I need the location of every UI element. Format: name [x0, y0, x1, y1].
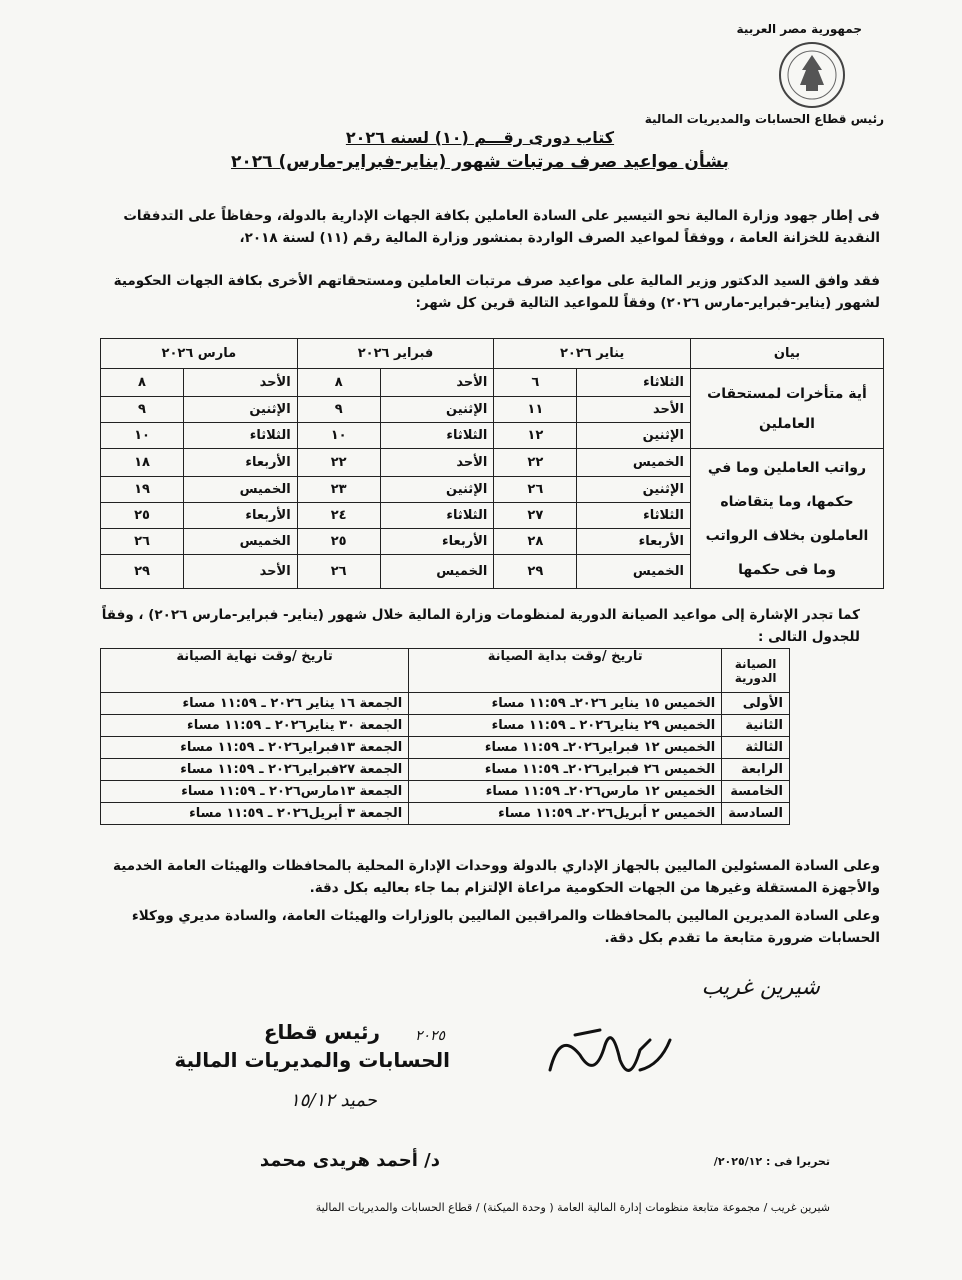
- jan-date: ٦: [494, 369, 577, 397]
- maintenance-start: الخميس ١٢ مارس٢٠٢٦ـ ١١:٥٩ مساء: [409, 781, 722, 803]
- mar-day: الأحد: [184, 369, 298, 397]
- maintenance-start: الخميس ١٥ يناير ٢٠٢٦ـ ١١:٥٩ مساء: [409, 693, 722, 715]
- maintenance-ordinal: الثانية: [722, 715, 790, 737]
- mar-date: ٩: [101, 397, 184, 423]
- feb-date: ١٠: [297, 423, 380, 449]
- jan-date: ٢٢: [494, 449, 577, 477]
- feb-day: الإثنين: [380, 477, 494, 503]
- feb-date: ٨: [297, 369, 380, 397]
- mar-day: الإثنين: [184, 397, 298, 423]
- col-header-february: فبراير ٢٠٢٦: [297, 339, 494, 369]
- jan-day: الثلاثاء: [577, 503, 691, 529]
- col-header-end: تاريخ /وقت نهاية الصيانة: [101, 649, 409, 693]
- handwritten-note: شيرين غريب: [701, 975, 820, 1000]
- instructions-paragraph-1: وعلى السادة المسئولين الماليين بالجهاز الإداري بالدولة ووحدات الإدارة المحلية بالمحافظات والهيئات العامة الخدمية والأجهزة المستقلة وغيرها من الجهات الحكومية مراعاة الإلتزام بما جاء بعاليه بكل دقة.: [113, 858, 880, 896]
- jan-date: ١١: [494, 397, 577, 423]
- feb-date: ٢٤: [297, 503, 380, 529]
- issue-date: تحريرا فى : ٢٠٢٥/١٢/: [713, 1155, 830, 1168]
- mar-date: ٢٩: [101, 555, 184, 589]
- mar-date: ٢٥: [101, 503, 184, 529]
- approval-paragraph: فقد وافق السيد الدكتور وزير المالية على مواعيد صرف مرتبات العاملين ومستحقاتهم الأخرى بكافة الجهات الحكومية لشهور (يناير-فبراير-مارس ٢٠٢٦) وفقاً للمواعيد التالية قرين كل شهر:: [113, 273, 880, 311]
- col-header-march: مارس ٢٠٢٦: [101, 339, 298, 369]
- jan-day: الإثنين: [577, 477, 691, 503]
- republic-header: جمهورية مصر العربية: [736, 22, 862, 36]
- mar-day: الخميس: [184, 529, 298, 555]
- maintenance-ordinal: الخامسة: [722, 781, 790, 803]
- mar-date: ٢٦: [101, 529, 184, 555]
- jan-day: الخميس: [577, 555, 691, 589]
- jan-day: الخميس: [577, 449, 691, 477]
- col-header-statement: بيان: [691, 339, 884, 369]
- maintenance-start: الخميس ٢٦ فبراير٢٠٢٦ـ ١١:٥٩ مساء: [409, 759, 722, 781]
- jan-day: الأحد: [577, 397, 691, 423]
- maintenance-ordinal: الرابعة: [722, 759, 790, 781]
- mar-day: الخميس: [184, 477, 298, 503]
- jan-day: الأربعاء: [577, 529, 691, 555]
- page-title: كتاب دورى رقـــم (١٠) لسنه ٢٠٢٦: [345, 128, 615, 147]
- jan-date: ٢٧: [494, 503, 577, 529]
- maintenance-ordinal: الأولى: [722, 693, 790, 715]
- mar-day: الأحد: [184, 555, 298, 589]
- maintenance-end: الجمعة ١٦ يناير ٢٠٢٦ ـ ١١:٥٩ مساء: [101, 693, 409, 715]
- ministry-seal-icon: [772, 40, 852, 110]
- feb-date: ٢٥: [297, 529, 380, 555]
- jan-date: ٢٩: [494, 555, 577, 589]
- handwritten-numbers: ٢٠٢٥: [415, 1028, 446, 1044]
- jan-day: الإثنين: [577, 423, 691, 449]
- intro-paragraph: فى إطار جهود وزارة المالية نحو التيسير على السادة العاملين بكافة الجهات الإدارية بالدولة، وحفاظاً على التدفقات النقدية للخزانة العامة ، ووفقاً لمواعيد الصرف الواردة بمنشور وزارة المالية رقم (١١) لسنة ٢٠١٨،: [123, 208, 880, 246]
- feb-day: الثلاثاء: [380, 503, 494, 529]
- page-subtitle: بشأن مواعيد صرف مرتبات شهور (يناير-فبراير-مارس) ٢٠٢٦: [231, 152, 729, 172]
- jan-date: ١٢: [494, 423, 577, 449]
- maintenance-schedule-table: [100, 648, 790, 825]
- feb-day: الأحد: [380, 369, 494, 397]
- feb-date: ٢٦: [297, 555, 380, 589]
- instructions-paragraph-2: وعلى السادة المديرين الماليين بالمحافظات والمراقبين الماليين بالوزارات والهيئات العامة، والسادة مديري ووكلاء الحسابات ضرورة متابعة ما تقدم بكل دقة.: [131, 908, 880, 946]
- feb-day: الأربعاء: [380, 529, 494, 555]
- mar-day: الأربعاء: [184, 503, 298, 529]
- maintenance-ordinal: الثالثة: [722, 737, 790, 759]
- mar-date: ١٠: [101, 423, 184, 449]
- jan-day: الثلاثاء: [577, 369, 691, 397]
- dept-head-header: رئيس قطاع الحسابات والمديريات المالية: [644, 112, 884, 126]
- arrears-label: أية متأخرات لمستحقات العاملين: [691, 369, 884, 449]
- feb-day: الخميس: [380, 555, 494, 589]
- signature-icon: [540, 1010, 680, 1095]
- mar-date: ١٨: [101, 449, 184, 477]
- jan-date: ٢٦: [494, 477, 577, 503]
- feb-day: الثلاثاء: [380, 423, 494, 449]
- maintenance-ordinal: السادسة: [722, 803, 790, 825]
- col-header-january: يناير ٢٠٢٦: [494, 339, 691, 369]
- footer-note: شيرين غريب / مجموعة متابعة منظومات إدارة المالية العامة ( وحدة الميكنة) / قطاع الحسابات والمديريات المالية: [315, 1201, 830, 1214]
- maintenance-paragraph: كما تجدر الإشارة إلى مواعيد الصيانة الدورية لمنظومات وزارة المالية خلال شهور (يناير- فبراير-مارس ٢٠٢٦) ، وفقاً للجدول التالى :: [101, 607, 860, 645]
- col-header-start: تاريخ /وقت بداية الصيانة: [409, 649, 722, 693]
- mar-day: الأربعاء: [184, 449, 298, 477]
- salary-schedule-table: [100, 338, 884, 589]
- maintenance-start: الخميس ١٢ فبراير٢٠٢٦ـ ١١:٥٩ مساء: [409, 737, 722, 759]
- feb-date: ٩: [297, 397, 380, 423]
- signatory-title-2: الحسابات والمديريات المالية: [174, 1048, 450, 1072]
- initials-scribble: حميد ١٥/١٢: [290, 1090, 377, 1111]
- feb-day: الأحد: [380, 449, 494, 477]
- mar-date: ٨: [101, 369, 184, 397]
- mar-day: الثلاثاء: [184, 423, 298, 449]
- maintenance-start: الخميس ٢٩ يناير٢٠٢٦ ـ ١١:٥٩ مساء: [409, 715, 722, 737]
- maintenance-end: الجمعة ١٣فبراير٢٠٢٦ ـ ١١:٥٩ مساء: [101, 737, 409, 759]
- feb-date: ٢٢: [297, 449, 380, 477]
- signatory-title-1: رئيس قطاع: [263, 1020, 380, 1044]
- mar-date: ١٩: [101, 477, 184, 503]
- col-header-maintenance: الصيانة الدورية: [722, 649, 790, 693]
- maintenance-start: الخميس ٢ أبريل٢٠٢٦ـ ١١:٥٩ مساء: [409, 803, 722, 825]
- signatory-name: د/ أحمد هريدى محمد: [259, 1150, 440, 1171]
- feb-date: ٢٣: [297, 477, 380, 503]
- maintenance-end: الجمعة ٣ أبريل٢٠٢٦ ـ ١١:٥٩ مساء: [101, 803, 409, 825]
- maintenance-end: الجمعة ١٣مارس٢٠٢٦ ـ ١١:٥٩ مساء: [101, 781, 409, 803]
- salaries-label: رواتب العاملين وما في حكمها، وما يتقاضاه العاملون بخلاف الرواتب وما فى حكمها: [691, 449, 884, 589]
- jan-date: ٢٨: [494, 529, 577, 555]
- maintenance-end: الجمعة ٣٠ يناير٢٠٢٦ ـ ١١:٥٩ مساء: [101, 715, 409, 737]
- feb-day: الإثنين: [380, 397, 494, 423]
- maintenance-end: الجمعة ٢٧فبراير٢٠٢٦ ـ ١١:٥٩ مساء: [101, 759, 409, 781]
